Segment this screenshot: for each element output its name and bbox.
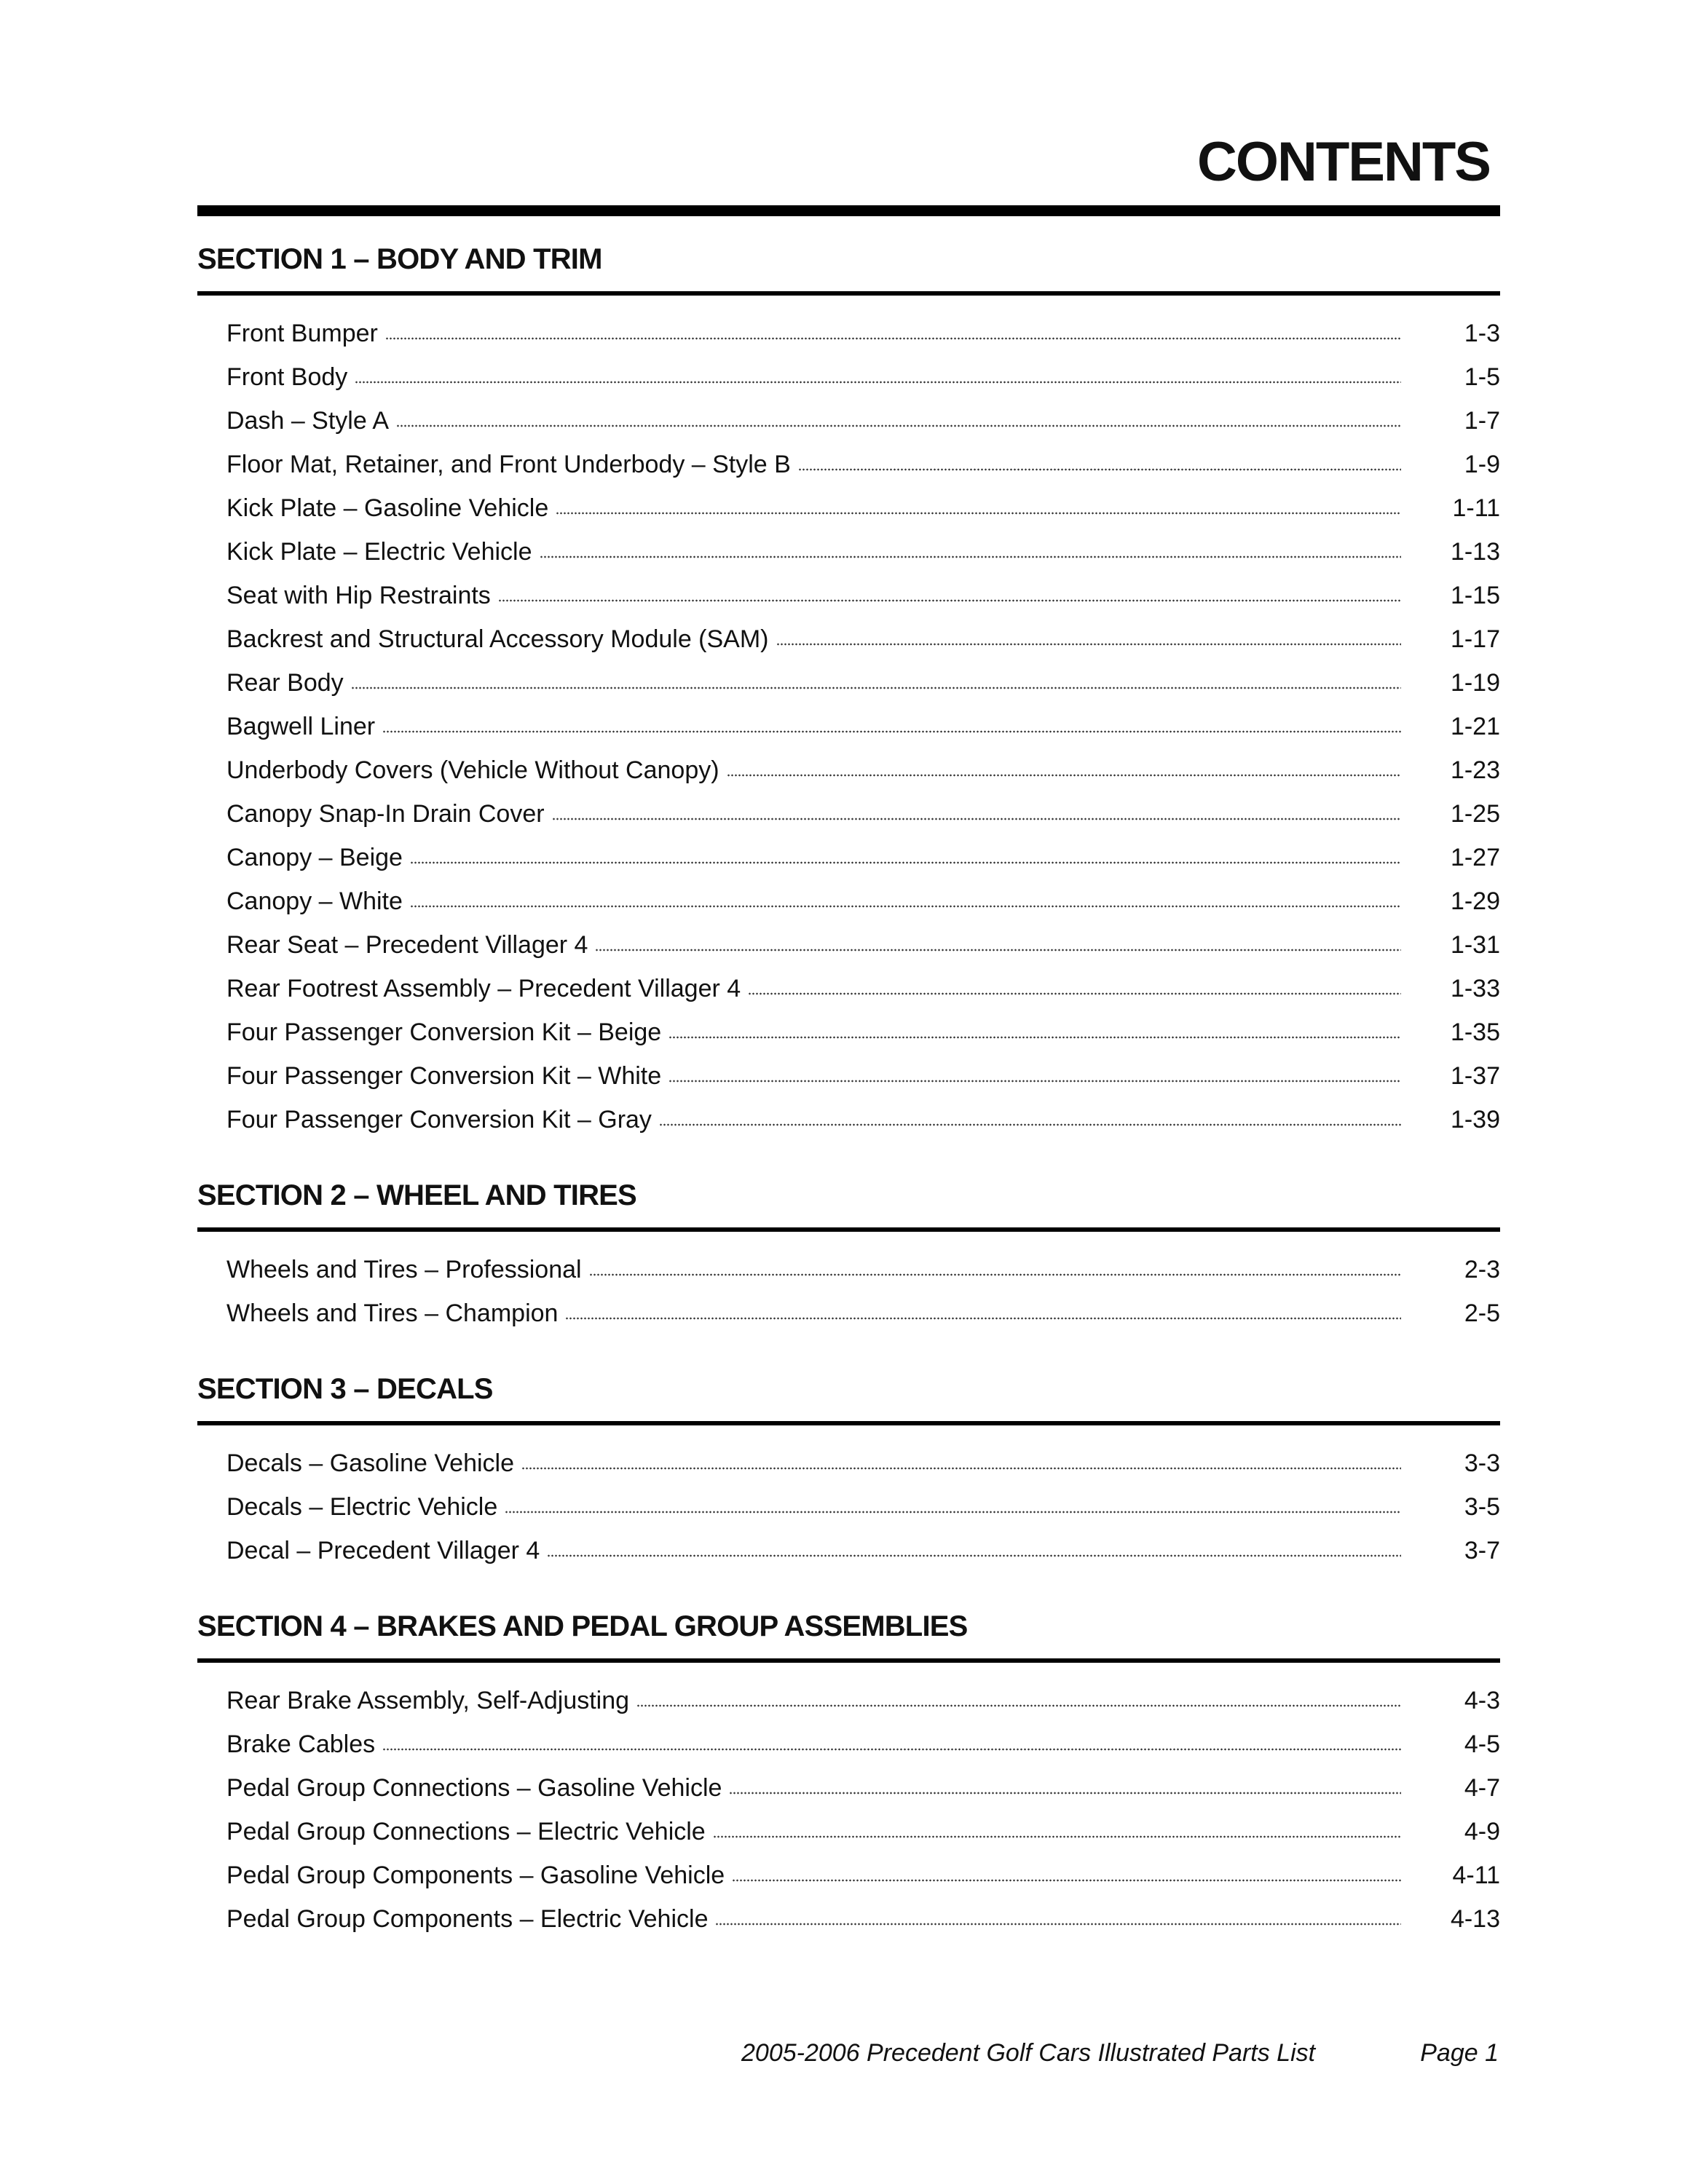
entry-page: 1-7 bbox=[1464, 407, 1500, 435]
entry-title: Decals – Electric Vehicle bbox=[226, 1493, 498, 1521]
entry-page: 1-21 bbox=[1450, 713, 1500, 740]
toc-entry[interactable] bbox=[197, 792, 1500, 836]
toc-entry[interactable] bbox=[197, 923, 1500, 967]
toc-entry[interactable] bbox=[197, 1722, 1500, 1766]
entry-title: Rear Body bbox=[226, 669, 344, 697]
entry-title: Wheels and Tires – Professional bbox=[226, 1256, 582, 1283]
toc-entry[interactable] bbox=[197, 1766, 1500, 1810]
toc-entry[interactable] bbox=[197, 1441, 1500, 1485]
entry-title: Wheels and Tires – Champion bbox=[226, 1299, 559, 1327]
toc-entry[interactable] bbox=[197, 661, 1500, 705]
entry-title: Canopy – Beige bbox=[226, 844, 403, 871]
dot-leader bbox=[669, 1080, 1401, 1083]
entry-title: Front Body bbox=[226, 363, 348, 391]
entry-title: Canopy Snap-In Drain Cover bbox=[226, 800, 545, 828]
dot-leader bbox=[540, 555, 1401, 558]
toc-entry[interactable] bbox=[197, 705, 1500, 748]
section-rule bbox=[197, 1658, 1500, 1663]
toc-entry[interactable] bbox=[197, 312, 1500, 355]
section-rule bbox=[197, 1227, 1500, 1232]
entry-page: 1-19 bbox=[1450, 669, 1500, 697]
toc-section-1 bbox=[197, 237, 1500, 1142]
dot-leader bbox=[396, 424, 1401, 427]
toc-entry[interactable] bbox=[197, 530, 1500, 574]
entry-page: 1-29 bbox=[1450, 887, 1500, 915]
entry-page: 1-39 bbox=[1450, 1106, 1500, 1133]
dot-leader bbox=[732, 1879, 1401, 1882]
dot-leader bbox=[727, 774, 1401, 777]
page-title: CONTENTS bbox=[1197, 131, 1490, 193]
section-rule bbox=[197, 291, 1500, 296]
toc-section-4 bbox=[197, 1605, 1500, 1941]
toc-entry[interactable] bbox=[197, 355, 1500, 399]
entry-page: 1-33 bbox=[1450, 975, 1500, 1002]
toc-entry[interactable] bbox=[197, 399, 1500, 443]
dot-leader bbox=[382, 1748, 1401, 1751]
entry-page: 1-3 bbox=[1464, 320, 1500, 347]
dot-leader bbox=[552, 818, 1401, 820]
entry-title: Rear Footrest Assembly – Precedent Villager 4 bbox=[226, 975, 741, 1002]
dot-leader bbox=[659, 1123, 1401, 1126]
entry-title: Underbody Covers (Vehicle Without Canopy) bbox=[226, 756, 719, 784]
toc-entry[interactable] bbox=[197, 1810, 1500, 1853]
entry-page: 1-23 bbox=[1450, 756, 1500, 784]
entry-title: Pedal Group Connections – Electric Vehicle bbox=[226, 1818, 706, 1845]
entry-title: Pedal Group Connections – Gasoline Vehicle bbox=[226, 1774, 722, 1802]
section-heading: SECTION 1 – BODY AND TRIM bbox=[197, 243, 602, 275]
toc-entry[interactable] bbox=[197, 1897, 1500, 1941]
toc-section-2 bbox=[197, 1174, 1500, 1335]
entry-page: 1-27 bbox=[1450, 844, 1500, 871]
dot-leader bbox=[729, 1792, 1401, 1795]
section-heading: SECTION 2 – WHEEL AND TIRES bbox=[197, 1179, 636, 1211]
entry-page: 2-3 bbox=[1464, 1256, 1500, 1283]
dot-leader bbox=[355, 381, 1401, 384]
dot-leader bbox=[410, 905, 1401, 908]
entry-page: 4-13 bbox=[1450, 1905, 1500, 1933]
entry-page: 4-3 bbox=[1464, 1687, 1500, 1714]
dot-leader bbox=[669, 1036, 1401, 1039]
table-of-contents bbox=[197, 237, 1500, 1973]
dot-leader bbox=[636, 1704, 1401, 1707]
entry-page: 3-3 bbox=[1464, 1449, 1500, 1477]
entry-page: 3-5 bbox=[1464, 1493, 1500, 1521]
toc-section-3 bbox=[197, 1367, 1500, 1572]
entry-title: Backrest and Structural Accessory Module (SAM) bbox=[226, 625, 769, 653]
entry-title: Pedal Group Components – Gasoline Vehicle bbox=[226, 1861, 725, 1889]
dot-leader bbox=[498, 599, 1401, 602]
section-heading: SECTION 3 – DECALS bbox=[197, 1373, 493, 1405]
entry-title: Bagwell Liner bbox=[226, 713, 376, 740]
toc-entry[interactable] bbox=[197, 967, 1500, 1010]
dot-leader bbox=[748, 992, 1401, 995]
dot-leader bbox=[410, 861, 1401, 864]
entry-page: 1-5 bbox=[1464, 363, 1500, 391]
entry-title: Decals – Gasoline Vehicle bbox=[226, 1449, 515, 1477]
footer-page-number: Page 1 bbox=[1420, 2039, 1499, 2067]
entry-page: 1-31 bbox=[1450, 931, 1500, 959]
entry-title: Four Passenger Conversion Kit – Gray bbox=[226, 1106, 652, 1133]
entry-title: Decal – Precedent Villager 4 bbox=[226, 1537, 540, 1564]
entry-page: 1-37 bbox=[1450, 1062, 1500, 1090]
dot-leader bbox=[351, 687, 1401, 689]
section-rule bbox=[197, 1421, 1500, 1425]
entry-title: Four Passenger Conversion Kit – White bbox=[226, 1062, 662, 1090]
toc-entry[interactable] bbox=[197, 1485, 1500, 1529]
dot-leader bbox=[505, 1511, 1401, 1514]
toc-entry[interactable] bbox=[197, 1529, 1500, 1572]
toc-entry[interactable] bbox=[197, 1248, 1500, 1291]
toc-entry[interactable] bbox=[197, 1054, 1500, 1098]
entry-title: Canopy – White bbox=[226, 887, 403, 915]
toc-entry[interactable] bbox=[197, 879, 1500, 923]
toc-entry[interactable] bbox=[197, 443, 1500, 486]
toc-entry[interactable] bbox=[197, 1291, 1500, 1335]
entry-title: Seat with Hip Restraints bbox=[226, 582, 491, 609]
entry-title: Kick Plate – Electric Vehicle bbox=[226, 538, 532, 566]
entry-page: 4-11 bbox=[1452, 1861, 1500, 1889]
entry-title: Pedal Group Components – Electric Vehicle bbox=[226, 1905, 709, 1933]
entry-title: Kick Plate – Gasoline Vehicle bbox=[226, 494, 549, 522]
dot-leader bbox=[798, 468, 1401, 471]
entry-title: Rear Brake Assembly, Self-Adjusting bbox=[226, 1687, 630, 1714]
entry-page: 4-7 bbox=[1464, 1774, 1500, 1802]
toc-entry[interactable] bbox=[197, 1853, 1500, 1897]
entry-page: 1-9 bbox=[1464, 451, 1500, 478]
dot-leader bbox=[713, 1835, 1401, 1838]
toc-entry[interactable] bbox=[197, 1679, 1500, 1722]
entry-page: 4-5 bbox=[1464, 1730, 1500, 1758]
toc-entry[interactable] bbox=[197, 748, 1500, 792]
dot-leader bbox=[715, 1923, 1401, 1926]
toc-entry[interactable] bbox=[197, 486, 1500, 530]
footer-document-title: 2005-2006 Precedent Golf Cars Illustrated Parts List bbox=[741, 2039, 1316, 2067]
entry-page: 2-5 bbox=[1464, 1299, 1500, 1327]
entry-page: 1-17 bbox=[1450, 625, 1500, 653]
toc-entry[interactable] bbox=[197, 1098, 1500, 1142]
entry-title: Dash – Style A bbox=[226, 407, 390, 435]
entry-page: 1-15 bbox=[1450, 582, 1500, 609]
entry-page: 1-11 bbox=[1452, 494, 1500, 522]
dot-leader bbox=[382, 730, 1401, 733]
dot-leader bbox=[521, 1467, 1401, 1470]
title-rule bbox=[197, 205, 1500, 216]
dot-leader bbox=[565, 1317, 1401, 1320]
toc-entry[interactable] bbox=[197, 574, 1500, 617]
entry-page: 1-13 bbox=[1450, 538, 1500, 566]
toc-entry[interactable] bbox=[197, 836, 1500, 879]
entry-title: Brake Cables bbox=[226, 1730, 376, 1758]
dot-leader bbox=[589, 1273, 1401, 1276]
entry-title: Front Bumper bbox=[226, 320, 378, 347]
dot-leader bbox=[776, 643, 1402, 646]
toc-entry[interactable] bbox=[197, 617, 1500, 661]
entry-title: Floor Mat, Retainer, and Front Underbody – Style B bbox=[226, 451, 791, 478]
entry-page: 3-7 bbox=[1464, 1537, 1500, 1564]
dot-leader bbox=[556, 512, 1401, 515]
entry-page: 4-9 bbox=[1464, 1818, 1500, 1845]
dot-leader bbox=[595, 949, 1401, 951]
section-heading: SECTION 4 – BRAKES AND PEDAL GROUP ASSEMBLIES bbox=[197, 1610, 968, 1642]
entry-page: 1-35 bbox=[1450, 1018, 1500, 1046]
dot-leader bbox=[385, 337, 1401, 340]
entry-title: Four Passenger Conversion Kit – Beige bbox=[226, 1018, 662, 1046]
toc-entry[interactable] bbox=[197, 1010, 1500, 1054]
dot-leader bbox=[547, 1554, 1401, 1557]
entry-title: Rear Seat – Precedent Villager 4 bbox=[226, 931, 588, 959]
entry-page: 1-25 bbox=[1450, 800, 1500, 828]
